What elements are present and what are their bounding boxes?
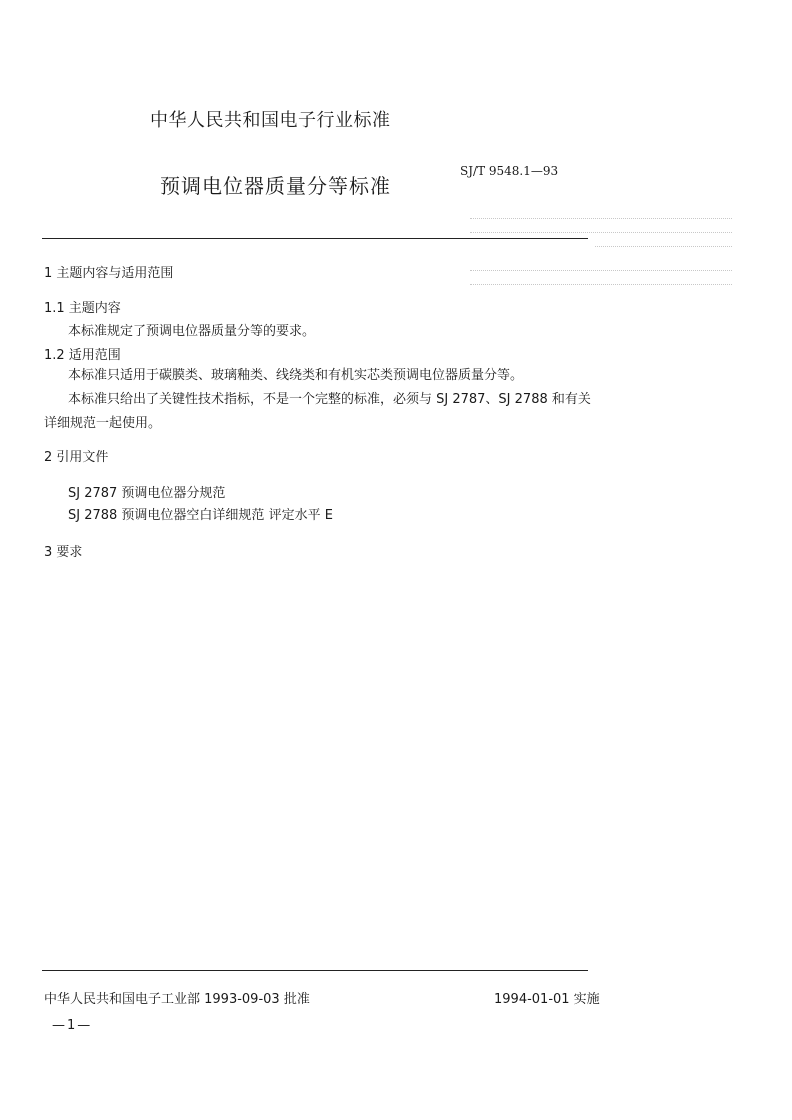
section-1-1-heading: 1.1 主题内容 [44,301,121,316]
scan-artifact-line [470,218,732,219]
section-1-heading: 1 主题内容与适用范围 [44,266,174,281]
section-2-heading: 2 引用文件 [44,450,109,465]
issuing-authority-heading: 中华人民共和国电子行业标准 [150,110,391,131]
section-1-2-text-2-continued: 详细规范一起使用。 [44,416,162,431]
document-title: 预调电位器质量分等标准 [160,174,391,198]
section-1-2-text-2: 本标准只给出了关键性技术指标，不是一个完整的标准，必须与 SJ 2787、SJ 2788 和有关 [68,392,591,407]
standard-number: SJ/T 9548.1—93 [460,164,559,178]
section-1-1-text: 本标准规定了预调电位器质量分等的要求。 [68,324,316,339]
scan-artifact-line [470,232,732,233]
scan-artifact-line [470,270,732,271]
effective-date: 1994-01-01 实施 [494,992,600,1007]
section-3-heading: 3 要求 [44,545,83,560]
section-1-2-heading: 1.2 适用范围 [44,348,121,363]
scan-artifact-line [595,246,732,247]
footer-divider [42,970,588,971]
reference-item: SJ 2788 预调电位器空白详细规范 评定水平 E [68,508,333,523]
reference-item: SJ 2787 预调电位器分规范 [68,486,226,501]
header-divider [42,238,588,239]
section-1-2-text-1: 本标准只适用于碳膜类、玻璃釉类、线绕类和有机实芯类预调电位器质量分等。 [68,368,524,383]
approval-line: 中华人民共和国电子工业部 1993-09-03 批准 [44,992,310,1007]
scan-artifact-line [470,284,732,285]
page-number: —1— [52,1018,93,1033]
